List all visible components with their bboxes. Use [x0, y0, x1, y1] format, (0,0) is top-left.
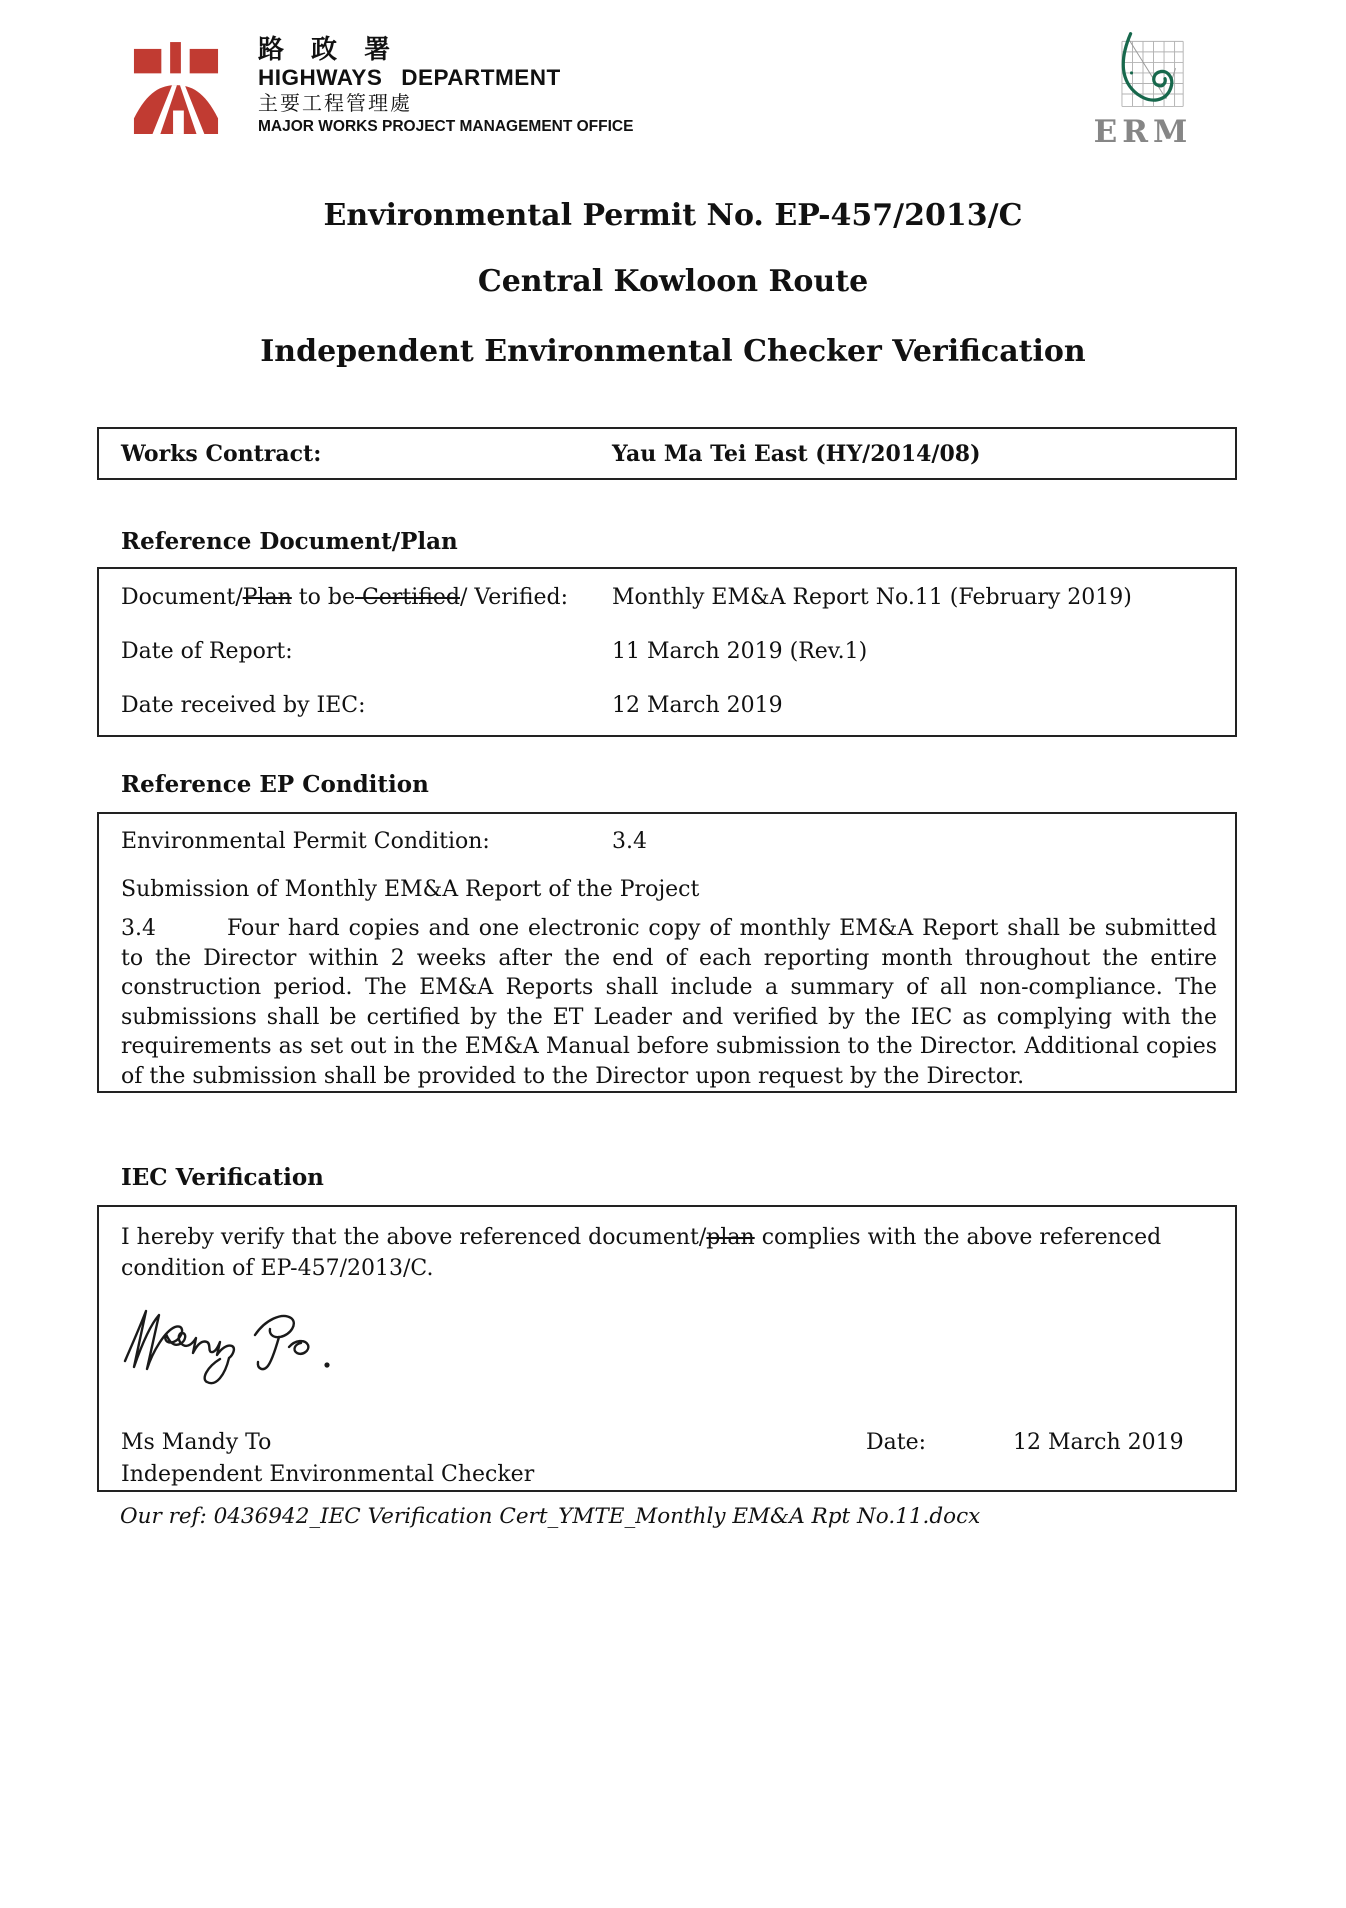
ep-condition-value: 3.4 — [612, 829, 647, 854]
document-verified-value: Monthly EM&A Report No.11 (February 2019) — [612, 585, 1132, 610]
reference-ep-box — [97, 812, 1237, 1093]
reference-document-heading: Reference Document/Plan — [121, 528, 458, 555]
works-contract-label: Works Contract: — [121, 441, 322, 467]
works-contract-value: Yau Ma Tei East (HY/2014/08) — [612, 441, 981, 467]
erm-wordmark: ERM — [1093, 114, 1193, 150]
iec-verification-statement: I hereby verify that the above referenced document/plan complies with the above referenced condition of EP-457/2013/C. — [121, 1225, 1162, 1281]
document-verified-label: Document/Plan to be Certified/ Verified: — [121, 585, 569, 610]
document-type-title: Independent Environmental Checker Verification — [260, 334, 1086, 369]
hwd-chinese-name: 路 政 署 — [258, 35, 400, 65]
struck-word-certified: Certified — [355, 585, 461, 610]
reference-document-box — [97, 567, 1237, 737]
hwd-english-name: HIGHWAYS DEPARTMENT — [258, 65, 561, 90]
struck-word-plan: Plan — [242, 585, 292, 610]
date-value: 12 March 2019 — [1013, 1430, 1184, 1455]
ep-clause-paragraph — [121, 914, 1217, 1091]
our-ref-footnote: Our ref: 0436942_IEC Verification Cert_YMTE_Monthly EM&A Rpt No.11.docx — [120, 1504, 981, 1529]
project-title: Central Kowloon Route — [477, 264, 869, 299]
ep-clause-text: Four hard copies and one electronic copy of monthly EM&A Report shall be submitted to the Director within 2 weeks after the end of each reporting month throughout the entire construction period. The EM&A Reports shall include a summary of all non-compliance. The submissions shall be certified by the ET Leader and verified by the IEC as complying with the requirements as set out in the EM&A Manual before submission to the Director. Additional copies of the submission shall be provided to the Director upon request by the Director. — [121, 916, 1217, 1089]
reference-ep-heading: Reference EP Condition — [121, 771, 429, 798]
iec-verification-heading: IEC Verification — [121, 1164, 324, 1191]
struck-word-plan-2: plan — [706, 1225, 755, 1250]
date-of-report-value: 11 March 2019 (Rev.1) — [612, 639, 868, 664]
signature-image — [119, 1295, 389, 1400]
date-received-value: 12 March 2019 — [612, 693, 783, 718]
signatory-title: Independent Environmental Checker — [121, 1462, 535, 1487]
iec-verification-box — [97, 1205, 1237, 1492]
ep-condition-subject: Submission of Monthly EM&A Report of the Project — [121, 877, 700, 902]
date-of-report-label: Date of Report: — [121, 639, 293, 664]
date-received-label: Date received by IEC: — [121, 693, 366, 718]
signatory-name: Ms Mandy To — [121, 1430, 272, 1455]
works-contract-box — [97, 427, 1237, 480]
permit-number-title: Environmental Permit No. EP-457/2013/C — [323, 198, 1023, 233]
ep-condition-row — [121, 828, 1219, 856]
ep-clause-number: 3.4 — [121, 916, 156, 941]
highways-department-titles — [258, 36, 633, 136]
date-label: Date: — [866, 1430, 927, 1455]
highways-department-logo-icon — [132, 42, 220, 136]
ep-condition-label: Environmental Permit Condition: — [121, 829, 490, 854]
hwd-chinese-office: 主要工程管理處 — [258, 91, 412, 115]
erm-logo-icon — [1097, 28, 1189, 116]
hwd-english-office: MAJOR WORKS PROJECT MANAGEMENT OFFICE — [258, 118, 634, 135]
date-received-row — [121, 692, 1219, 720]
date-of-report-row — [121, 638, 1219, 666]
document-verified-row — [121, 584, 1219, 612]
